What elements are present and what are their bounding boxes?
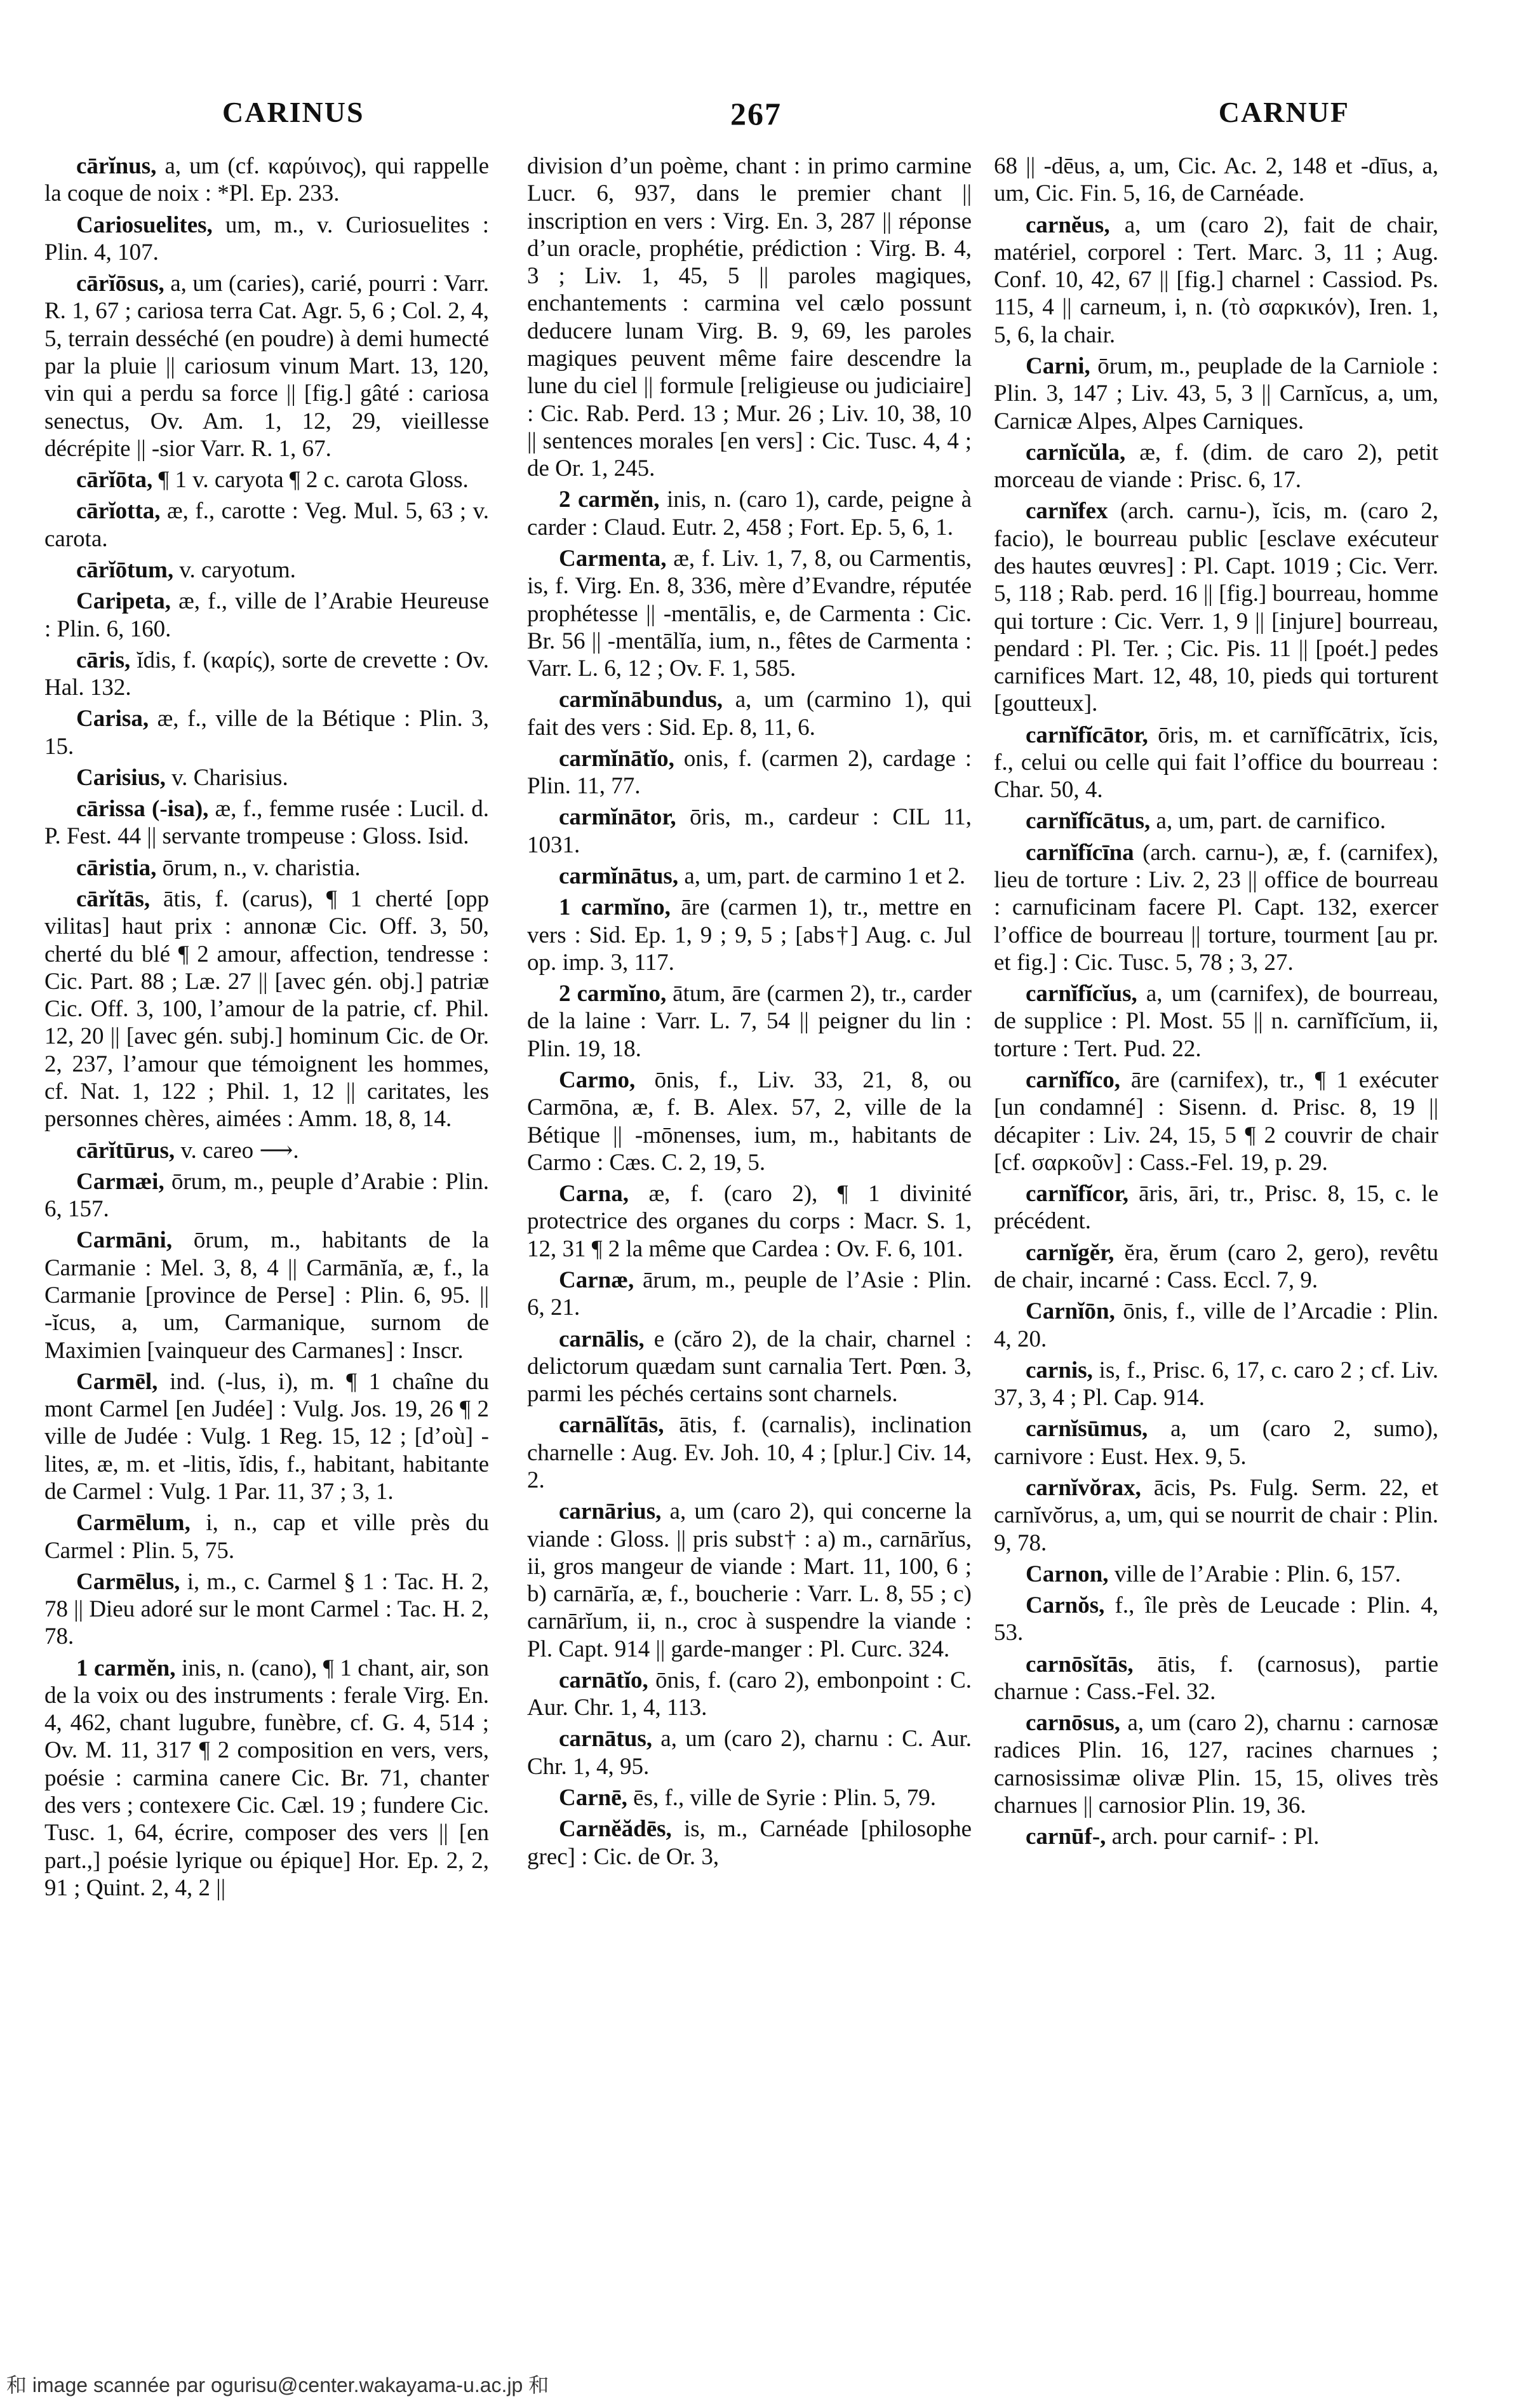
dictionary-entry [527,1180,972,1263]
entry-definition: āris, āri, tr., Prisc. 8, 15, c. le précédent. [994,1181,1438,1235]
entry-definition: ōnis, f., ville de l’Arcadie : Plin. 4, 20. [994,1298,1438,1352]
entry-headword: 1 carmĕn, [76,1655,176,1681]
dictionary-entry [527,1326,972,1408]
entry-headword: carnōsus, [1026,1710,1121,1737]
entry-headword: Carisa, [76,706,149,732]
dictionary-entry [527,1784,972,1811]
entry-definition: i, n., cap et ville près du Carmel : Plin. 5, 75. [44,1510,489,1564]
dictionary-entry [44,885,489,1133]
dictionary-entry [994,1415,1438,1470]
entry-definition: is, f., Prisc. 6, 17, c. caro 2 ; cf. Liv. 37, 3, 4 ; Pl. Cap. 914. [994,1357,1438,1411]
dictionary-entry [994,1709,1438,1819]
dictionary-column-3 [994,152,1438,2287]
dictionary-entry [994,439,1438,494]
entry-headword: cārĭōtum, [76,556,174,583]
entry-headword: carnātus, [559,1726,652,1752]
dictionary-entry [994,1357,1438,1412]
entry-definition: ārum, m., peuple de l’Asie : Plin. 6, 21. [527,1267,972,1321]
dictionary-entry [994,1561,1438,1588]
running-head-right: CARNUF [1218,96,1349,128]
dictionary-entry [44,1655,489,1902]
dictionary-entry [44,647,489,702]
scan-credit: 和 image scannée par ogurisu@center.wakayama-u.ac.jp 和 [6,2374,549,2396]
dictionary-entry [994,722,1438,804]
entry-headword: 2 carmĕn, [559,487,660,513]
dictionary-entry [994,1474,1438,1557]
entry-headword: carmĭnābundus, [559,687,723,713]
entry-headword: cārĭōta, [76,467,153,494]
entry-definition: ōrum, m., habitants de la Carmanie : Mel. 3, 8, 4 || Carmānĭa, æ, f., la Carmanie [province de Perse] : Plin. 6, 95. || -ĭcus, a, um, Carmanique, surnom de Maximien [vainqueur des Carmanes] : Inscr. [44,1227,489,1364]
entry-headword: carmĭnātor, [559,804,676,831]
entry-definition: division d’un poème, chant : in primo carmine Lucr. 6, 937, dans le premier chant || inscription en vers : Virg. En. 3, 287 || réponse d’un oracle, prophétie, prédiction : Virg. B. 4, 3 ; Liv. 1, 45, 5 || paroles magiques, enchantements : carmina vel cælo possunt deducere lunam Virg. B. 9, 69, les paroles magiques peuvent même faire descendre la lune du ciel || formule [religieuse ou judiciaire] : Cic. Rab. Perd. 13 ; Mur. 26 ; Liv. 10, 38, 10 || sentences morales [en vers] : Cic. Tusc. 4, 4 ; de Or. 1, 245. [527,153,972,482]
entry-definition: a, um (carnifex), de bourreau, de supplice : Pl. Most. 55 || n. carnĭfĭcĭum, ii, torture : Tert. Pud. 22. [994,981,1438,1062]
entry-definition: f., île près de Leucade : Plin. 4, 53. [994,1592,1438,1646]
dictionary-entry [44,1509,489,1564]
entry-headword: 2 carmĭno, [559,981,667,1007]
entry-definition: æ, f., ville de l’Arabie Heureuse : Plin. 6, 160. [44,588,489,642]
entry-headword: 1 carmĭno, [559,894,671,921]
entry-headword: carnōsĭtās, [1026,1651,1134,1677]
page-header [0,76,1540,146]
entry-definition: ātis, f. (carnosus), partie charnue : Cass.-Fel. 32. [994,1651,1438,1705]
entry-definition: arch. pour carnif- : Pl. [1111,1824,1320,1850]
entry-definition: a, um (caro 2), charnu : C. Aur. Chr. 1, 4, 95. [527,1726,972,1780]
dictionary-entry [44,1227,489,1364]
dictionary-entry [994,497,1438,717]
entry-headword: Carmæi, [76,1168,164,1195]
entry-definition: ōrum, m., peuple d’Arabie : Plin. 6, 157. [44,1168,489,1223]
entry-definition: v. caryotum. [179,556,296,583]
entry-definition: (arch. carnu-), æ, f. (carnifex), lieu de torture : Liv. 2, 23 || office de bourreau : carnuficinam facere Pl. Capt. 132, exercer l’office de bourreau || torture, tourment [au pr. et fig.] : Cic. Tusc. 5, 78 ; 3, 27. [994,839,1438,976]
entry-headword: carnĭvŏrax, [1026,1474,1141,1501]
dictionary-entry [994,807,1438,835]
entry-definition: a, um (caro 2), charnu : carnosæ radices Plin. 16, 127, racines charnues ; carnosissimæ olivæ Plin. 15, 15, olives très charnues || carnosior Plin. 19, 36. [994,1710,1438,1819]
entry-definition: a, um (caries), carié, pourri : Varr. R. 1, 67 ; cariosa terra Cat. Agr. 5, 6 ; Col. 2, 4, 5, terrain desséché (en poudre) à demi humecté par la pluie || cariosum vinum Mart. 13, 120, vin qui a perdu sa force || [fig.] gâté : cariosa senectus, Ov. Am. 1, 12, 29, vieillesse décrépite || -sior Varr. R. 1, 67. [44,271,489,462]
entry-definition: ind. (-lus, i), m. ¶ 1 chaîne du mont Carmel [en Judée] : Vulg. Jos. 19, 26 ¶ 2 ville de Judée : Vulg. 1 Reg. 15, 12 ; [d’où] -lites, æ, m. et -litis, ĭdis, f., habitant, habitante de Carmel : Vulg. 1 Par. 11, 37 ; 3, 1. [44,1368,489,1505]
entry-headword: Carni, [1026,353,1090,379]
entry-definition: āre (carnifex), tr., ¶ 1 exécuter [un condamné] : Sisenn. d. Prisc. 8, 19 || décapiter : Liv. 24, 15, 5 ¶ 2 couvrir de chair [cf. σαρκοῦν] : Cass.-Fel. 19, p. 29. [994,1067,1438,1176]
entry-headword: carnĭfex [1026,498,1108,525]
entry-definition: ville de l’Arabie : Plin. 6, 157. [1114,1561,1401,1587]
entry-definition: ācis, Ps. Fulg. Serm. 22, et carnĭvŏrus, a, um, qui se nourrit de chair : Plin. 9, 78. [994,1474,1438,1556]
dictionary-entry [994,1298,1438,1353]
entry-definition: æ, f., carotte : Veg. Mul. 5, 63 ; v. carota. [44,498,489,552]
entry-headword: cārĭnus, [76,153,157,179]
entry-headword: cāris, [76,647,131,673]
dictionary-column-1 [44,152,489,2287]
dictionary-entry [994,212,1438,349]
entry-headword: carnālis, [559,1326,645,1352]
dictionary-entry [44,705,489,760]
entry-definition: ōrum, m., peuplade de la Carniole : Plin. 3, 147 ; Liv. 43, 5, 3 || Carnĭcus, a, um, Carnicæ Alpes, Alpes Carniques. [994,353,1438,434]
dictionary-entry [527,1498,972,1663]
entry-headword: carnĭfĭcīna [1026,839,1134,866]
entry-headword: Carmenta, [559,545,667,572]
entry-headword: carnūf-, [1026,1824,1106,1850]
entry-definition: ātis, f. (carus), ¶ 1 cherté [opp vilitas] haut prix : annonæ Cic. Off. 3, 50, cherté du blé ¶ 2 amour, affection, tendresse : Cic. Part. 88 ; Læ. 27 || [avec gén. obj.] patriæ Cic. Off. 3, 100, l’amour de la patrie, cf. Phil. 12, 20 || [avec gén. subj.] hominum Cic. de Or. 2, 237, l’amour que témoignent les hommes, cf. Nat. 1, 122 ; Phil. 1, 12 || caritates, les personnes chères, aimées : Amm. 18, 8, 14. [44,886,489,1132]
entry-definition: v. Charisius. [171,764,288,791]
dictionary-entry [44,1368,489,1505]
entry-headword: cāristia, [76,854,157,881]
entry-definition: (arch. carnu-), ĭcis, m. (caro 2, facio), le bourreau public [esclave exécuteur des hautes œuvres] : Pl. Capt. 1019 ; Cic. Verr. 5, 118 ; Rab. perd. 16 || [fig.] bourreau, homme qui torture : Cic. Verr. 1, 9 || [injure] bourreau, pendard : Pl. Ter. ; Cic. Pis. 11 || [poét.] pedes carnifices Mart. 12, 48, 10, pieds qui torturent [goutteux]. [994,498,1438,717]
dictionary-entry [44,1137,489,1164]
entry-headword: carnĭfĭcātus, [1026,808,1151,835]
entry-headword: Carmo, [559,1067,636,1093]
entry-headword: cārĭtās, [76,886,151,913]
entry-definition: ōris, m., cardeur : CIL 11, 1031. [527,804,972,858]
entry-headword: Carnŏs, [1026,1592,1105,1619]
entry-definition: i, m., c. Carmel § 1 : Tac. H. 2, 78 || Dieu adoré sur le mont Carmel : Tac. H. 2, 78. [44,1568,489,1650]
entry-definition: æ, f., ville de la Bétique : Plin. 3, 15. [44,706,489,760]
entry-definition: æ, f., femme rusée : Lucil. d. P. Fest. 44 || servante trompeuse : Gloss. Isid. [44,796,489,850]
entry-headword: Carisius, [76,764,166,791]
entry-definition: a, um (caro 2, sumo), carnivore : Eust. Hex. 9, 5. [994,1416,1438,1470]
entry-definition: ĕra, ĕrum (caro 2, gero), revêtu de chair, incarné : Cass. Eccl. 7, 9. [994,1239,1438,1293]
entry-definition: 68 || -dēus, a, um, Cic. Ac. 2, 148 et -dīus, a, um, Cic. Fin. 5, 16, de Carnéade. [994,153,1438,207]
entry-headword: carnĭfĭcor, [1026,1181,1129,1207]
dictionary-entry [527,486,972,541]
page-number: 267 [730,96,782,131]
entry-headword: cārissa (-isa), [76,796,209,823]
entry-headword: Carmēl, [76,1368,158,1395]
entry-definition: onis, f. (carmen 2), cardage : Plin. 11, 77. [527,745,972,800]
entry-definition: ōnis, f. (caro 2), embonpoint : C. Aur. Chr. 1, 4, 113. [527,1667,972,1721]
dictionary-entry [44,466,489,494]
entry-definition: ātis, f. (carnalis), inclination charnelle : Aug. Ev. Joh. 10, 4 ; [plur.] Civ. 14, 2. [527,1412,972,1493]
dictionary-entry [527,1725,972,1780]
entry-definition: a, um (cf. καρύινος), qui rappelle la coque de noix : *Pl. Ep. 233. [44,153,489,207]
entry-headword: cārĭōsus, [76,271,164,297]
entry-definition: ōrum, n., v. charistia. [162,854,361,881]
entry-headword: carnĭfĭcātor, [1026,722,1148,748]
dictionary-entry [994,1066,1438,1176]
entry-headword: Carnæ, [559,1267,634,1293]
entry-definition: a, um (caro 2), fait de chair, matériel, corporel : Tert. Marc. 3, 11 ; Aug. Conf. 10, 42, 67 || [fig.] charnel : Cassiod. Ps. 115, 4 || carneum, i, n. (τὸ σαρκικόν), Iren. 1, 5, 6, la chair. [994,212,1438,348]
entry-headword: carnārius, [559,1498,662,1525]
entry-definition: ēs, f., ville de Syrie : Plin. 5, 79. [633,1785,937,1811]
dictionary-entry [527,745,972,800]
dictionary-entry [994,1651,1438,1706]
entry-definition: ¶ 1 v. caryota ¶ 2 c. carota Gloss. [158,467,469,494]
entry-headword: Carna, [559,1181,629,1207]
entry-definition: āre (carmen 1), tr., mettre en vers : Sid. Ep. 1, 9 ; 9, 5 ; [abs†] Aug. c. Jul op. imp. 3, 117. [527,894,972,976]
dictionary-entry [994,839,1438,976]
entry-headword: carnĭsūmus, [1026,1416,1148,1442]
entry-definition: e (căro 2), de la chair, charnel : delictorum quædam sunt carnalia Tert. Pœn. 3, parmi les péchés certains sont charnels. [527,1326,972,1408]
dictionary-entry [994,1823,1438,1850]
dictionary-entry [527,1667,972,1722]
entry-definition: a, um, part. de carmino 1 et 2. [684,863,966,890]
entry-headword: carmĭnātus, [559,863,679,890]
dictionary-entry [527,152,972,482]
dictionary-entry [527,863,972,890]
entry-headword: carnis, [1026,1357,1093,1383]
running-head-left: CARINUS [222,96,365,128]
entry-definition: v. careo ⟶. [180,1137,299,1164]
dictionary-entry [527,1411,972,1494]
entry-definition: æ, f. Liv. 1, 7, 8, ou Carmentis, is, f. Virg. En. 8, 336, mère d’Evandre, réputée prophétesse || -mentālis, e, de Carmenta : Cic. Br. 56 || -mentālĭa, ium, n., fêtes de Carmenta : Varr. L. 6, 12 ; Ov. F. 1, 585. [527,545,972,682]
entry-definition: ĭdis, f. (καρίς), sorte de crevette : Ov. Hal. 132. [44,647,489,701]
dictionary-entry [994,152,1438,208]
entry-headword: carnĭfĭcĭus, [1026,981,1137,1007]
dictionary-entry [44,795,489,850]
dictionary-entry [44,1168,489,1223]
dictionary-entry [44,1568,489,1651]
dictionary-entry [994,1239,1438,1294]
entry-definition: inis, n. (cano), ¶ 1 chant, air, son de la voix ou des instruments : ferale Virg. En. 4, 462, chant lugubre, funèbre, cf. G. 4, 514 ; Ov. M. 11, 317 ¶ 2 composition en vers, vers, poésie : carmina canere Cic. Br. 71, chanter des vers ; contexere Cic. Cæl. 19 ; fundere Cic. Tusc. 1, 64, écrire, composer des vers || [en part.,] poésie lyrique ou épique] Hor. Ep. 2, 2, 91 ; Quint. 2, 4, 2 || [44,1655,489,1901]
entry-definition: a, um (carmino 1), qui fait des vers : Sid. Ep. 8, 11, 6. [527,687,972,741]
dictionary-entry [527,686,972,741]
dictionary-entry [44,497,489,553]
dictionary-entry [44,152,489,208]
entry-definition: ōris, m. et carnĭfĭcātrix, ĭcis, f., celui ou celle qui fait l’office du bourreau : Char. 50, 4. [994,722,1438,803]
entry-definition: a, um, part. de carnifico. [1156,808,1386,835]
entry-headword: Carnĕădēs, [559,1816,672,1843]
entry-headword: Carmāni, [76,1227,173,1254]
entry-definition: um, m., v. Curiosuelites : Plin. 4, 107. [44,212,489,265]
entry-headword: carnĭcŭla, [1026,439,1126,466]
dictionary-entry [44,556,489,584]
entry-headword: Caripeta, [76,588,171,615]
entry-headword: Cariosuelites, [76,212,213,238]
entry-definition: is, m., Carnéade [philosophe grec] : Cic. de Or. 3, [527,1816,972,1870]
entry-definition: ātum, āre (carmen 2), tr., carder de la laine : Varr. L. 7, 54 || peigner du lin : Plin. 19, 18. [527,981,972,1062]
entry-headword: carnĭgĕr, [1026,1239,1115,1266]
entry-headword: Carmēlus, [76,1568,180,1595]
dictionary-entry [994,980,1438,1063]
entry-headword: carnātĭo, [559,1667,648,1693]
entry-headword: carnālĭtās, [559,1412,664,1439]
entry-definition: a, um (caro 2), qui concerne la viande : Gloss. || pris subst† : a) m., carnārĭus, ii, gros mangeur de viande : Mart. 11, 100, 6 ; b) carnārĭa, æ, f., boucherie : Varr. L. 8, 55 ; c) carnārĭum, ii, n., croc à suspendre la viande : Pl. Capt. 914 || garde-manger : Pl. Curc. 324. [527,1498,972,1662]
dictionary-entry [994,1180,1438,1235]
dictionary-entry [44,270,489,462]
dictionary-entry [527,1066,972,1176]
dictionary-entry [527,980,972,1063]
dictionary-entry [994,1592,1438,1647]
entry-headword: Carmēlum, [76,1510,191,1536]
entry-definition: inis, n. (caro 1), carde, peigne à carder : Claud. Eutr. 2, 458 ; Fort. Ep. 5, 6, 1. [527,487,972,541]
dictionary-entry [994,353,1438,435]
dictionary-entry [527,894,972,976]
entry-definition: æ, f. (dim. de caro 2), petit morceau de viande : Prisc. 6, 17. [994,439,1438,494]
dictionary-entry [44,212,489,267]
dictionary-entry [44,588,489,643]
entry-headword: carnĕus, [1026,212,1110,238]
entry-headword: Carnē, [559,1785,627,1811]
dictionary-entry [44,854,489,882]
entry-headword: Carnĭōn, [1026,1298,1115,1325]
dictionary-entry [527,1815,972,1871]
dictionary-entry [527,803,972,859]
entry-headword: carnĭfĭco, [1026,1067,1120,1093]
entry-headword: cārĭtūrus, [76,1137,175,1164]
dictionary-entry [527,545,972,682]
entry-headword: carmĭnātĭo, [559,745,674,772]
entry-headword: cārĭotta, [76,498,161,525]
entry-headword: Carnon, [1026,1561,1109,1587]
dictionary-column-2 [527,152,972,2287]
dictionary-entry [527,1267,972,1322]
dictionary-entry [44,764,489,791]
entry-definition: æ, f. (caro 2), ¶ 1 divinité protectrice des organes du corps : Macr. S. 1, 12, 31 ¶ 2 la même que Cardea : Ov. F. 6, 101. [527,1181,972,1262]
entry-definition: ōnis, f., Liv. 33, 21, 8, ou Carmōna, æ, f. B. Alex. 57, 2, ville de la Bétique || -mōnenses, ium, m., habitants de Carmo : Cæs. C. 2, 19, 5. [527,1067,972,1176]
